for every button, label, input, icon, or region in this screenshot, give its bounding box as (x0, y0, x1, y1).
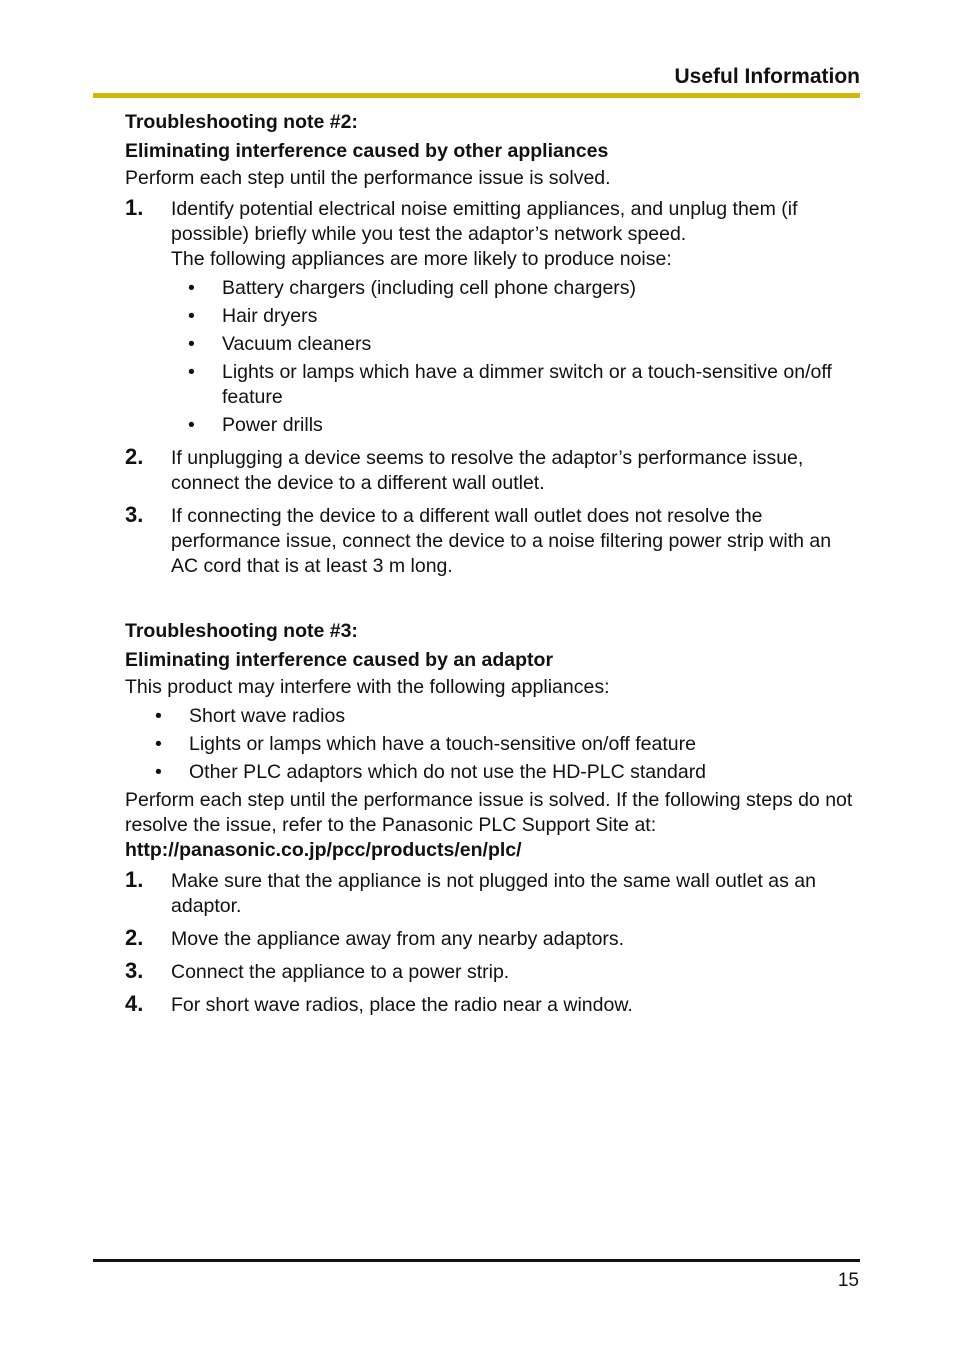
bullet-icon: • (188, 277, 195, 299)
note3-subtitle: Eliminating interference caused by an adaptor (125, 649, 554, 671)
bullet-icon: • (155, 761, 162, 783)
list-item (171, 276, 860, 301)
step-text: Make sure that the appliance is not plugged into the same wall outlet as an adaptor. (171, 870, 816, 917)
note2-step-3 (125, 504, 860, 579)
step-number: 3. (125, 958, 144, 983)
list-item (171, 360, 860, 410)
step-number: 2. (125, 444, 144, 469)
list-item (125, 704, 860, 729)
step-text: If unplugging a device seems to resolve the adaptor’s performance issue, connect the device to a different wall outlet. (171, 447, 804, 494)
list-item-text: Lights or lamps which have a touch-sensitive on/off feature (189, 733, 696, 755)
bullet-icon: • (155, 705, 162, 727)
step-text: Connect the appliance to a power strip. (171, 961, 510, 983)
step-text-continued: The following appliances are more likely to produce noise: (171, 248, 672, 270)
main-content (125, 108, 860, 1026)
note3-step-4 (125, 993, 860, 1018)
step-number: 4. (125, 991, 144, 1016)
step-text: If connecting the device to a different wall outlet does not resolve the performance issue, connect the device to a noise filtering power strip with an AC cord that is at least 3 m long. (171, 505, 832, 577)
note3-step-2 (125, 927, 860, 952)
note2-step-1 (125, 197, 860, 438)
note3-step-3 (125, 960, 860, 985)
page-number: 15 (837, 1270, 859, 1291)
footer-divider (93, 1259, 860, 1262)
list-item-text: Power drills (222, 414, 323, 436)
list-item-text: Lights or lamps which have a dimmer switch or a touch-sensitive on/off feature (222, 361, 832, 408)
affected-appliance-list (125, 704, 860, 785)
section-title: Useful Information (674, 65, 860, 88)
step-text: Move the appliance away from any nearby adaptors. (171, 928, 625, 950)
bullet-icon: • (188, 414, 195, 436)
step-text: Identify potential electrical noise emitting appliances, and unplug them (if possible) briefly while you test the adaptor’s network speed. (171, 198, 798, 245)
note3-step-1 (125, 869, 860, 919)
note3-intro: This product may interfere with the following appliances: (125, 676, 610, 698)
bullet-icon: • (188, 361, 195, 383)
list-item-text: Short wave radios (189, 705, 346, 727)
support-site-link[interactable]: http://panasonic.co.jp/pcc/products/en/plc/ (125, 839, 522, 861)
list-item-text: Other PLC adaptors which do not use the HD-PLC standard (189, 761, 707, 783)
step-number: 1. (125, 195, 144, 220)
header-divider (93, 93, 860, 98)
step-text: For short wave radios, place the radio near a window. (171, 994, 633, 1016)
note3-title: Troubleshooting note #3: (125, 620, 358, 642)
bullet-icon: • (188, 333, 195, 355)
note2-subtitle: Eliminating interference caused by other appliances (125, 140, 609, 162)
step-number: 1. (125, 867, 144, 892)
note2-step-2 (125, 446, 860, 496)
list-item (171, 332, 860, 357)
list-item (125, 760, 860, 785)
step-number: 2. (125, 925, 144, 950)
list-item-text: Vacuum cleaners (222, 333, 372, 355)
list-item (125, 732, 860, 757)
list-item-text: Battery chargers (including cell phone chargers) (222, 277, 637, 299)
note2-steps (125, 197, 860, 579)
step-number: 3. (125, 502, 144, 527)
note2-title: Troubleshooting note #2: (125, 111, 358, 133)
note2-intro: Perform each step until the performance issue is solved. (125, 167, 611, 189)
section-spacer (125, 587, 860, 617)
list-item-text: Hair dryers (222, 305, 318, 327)
noise-appliance-list (171, 276, 860, 438)
list-item (171, 413, 860, 438)
note3-steps (125, 869, 860, 1018)
list-item (171, 304, 860, 329)
note3-instruction: Perform each step until the performance issue is solved. If the following steps do not resolve the issue, refer to the Panasonic PLC Support Site at: (125, 789, 853, 836)
bullet-icon: • (188, 305, 195, 327)
bullet-icon: • (155, 733, 162, 755)
